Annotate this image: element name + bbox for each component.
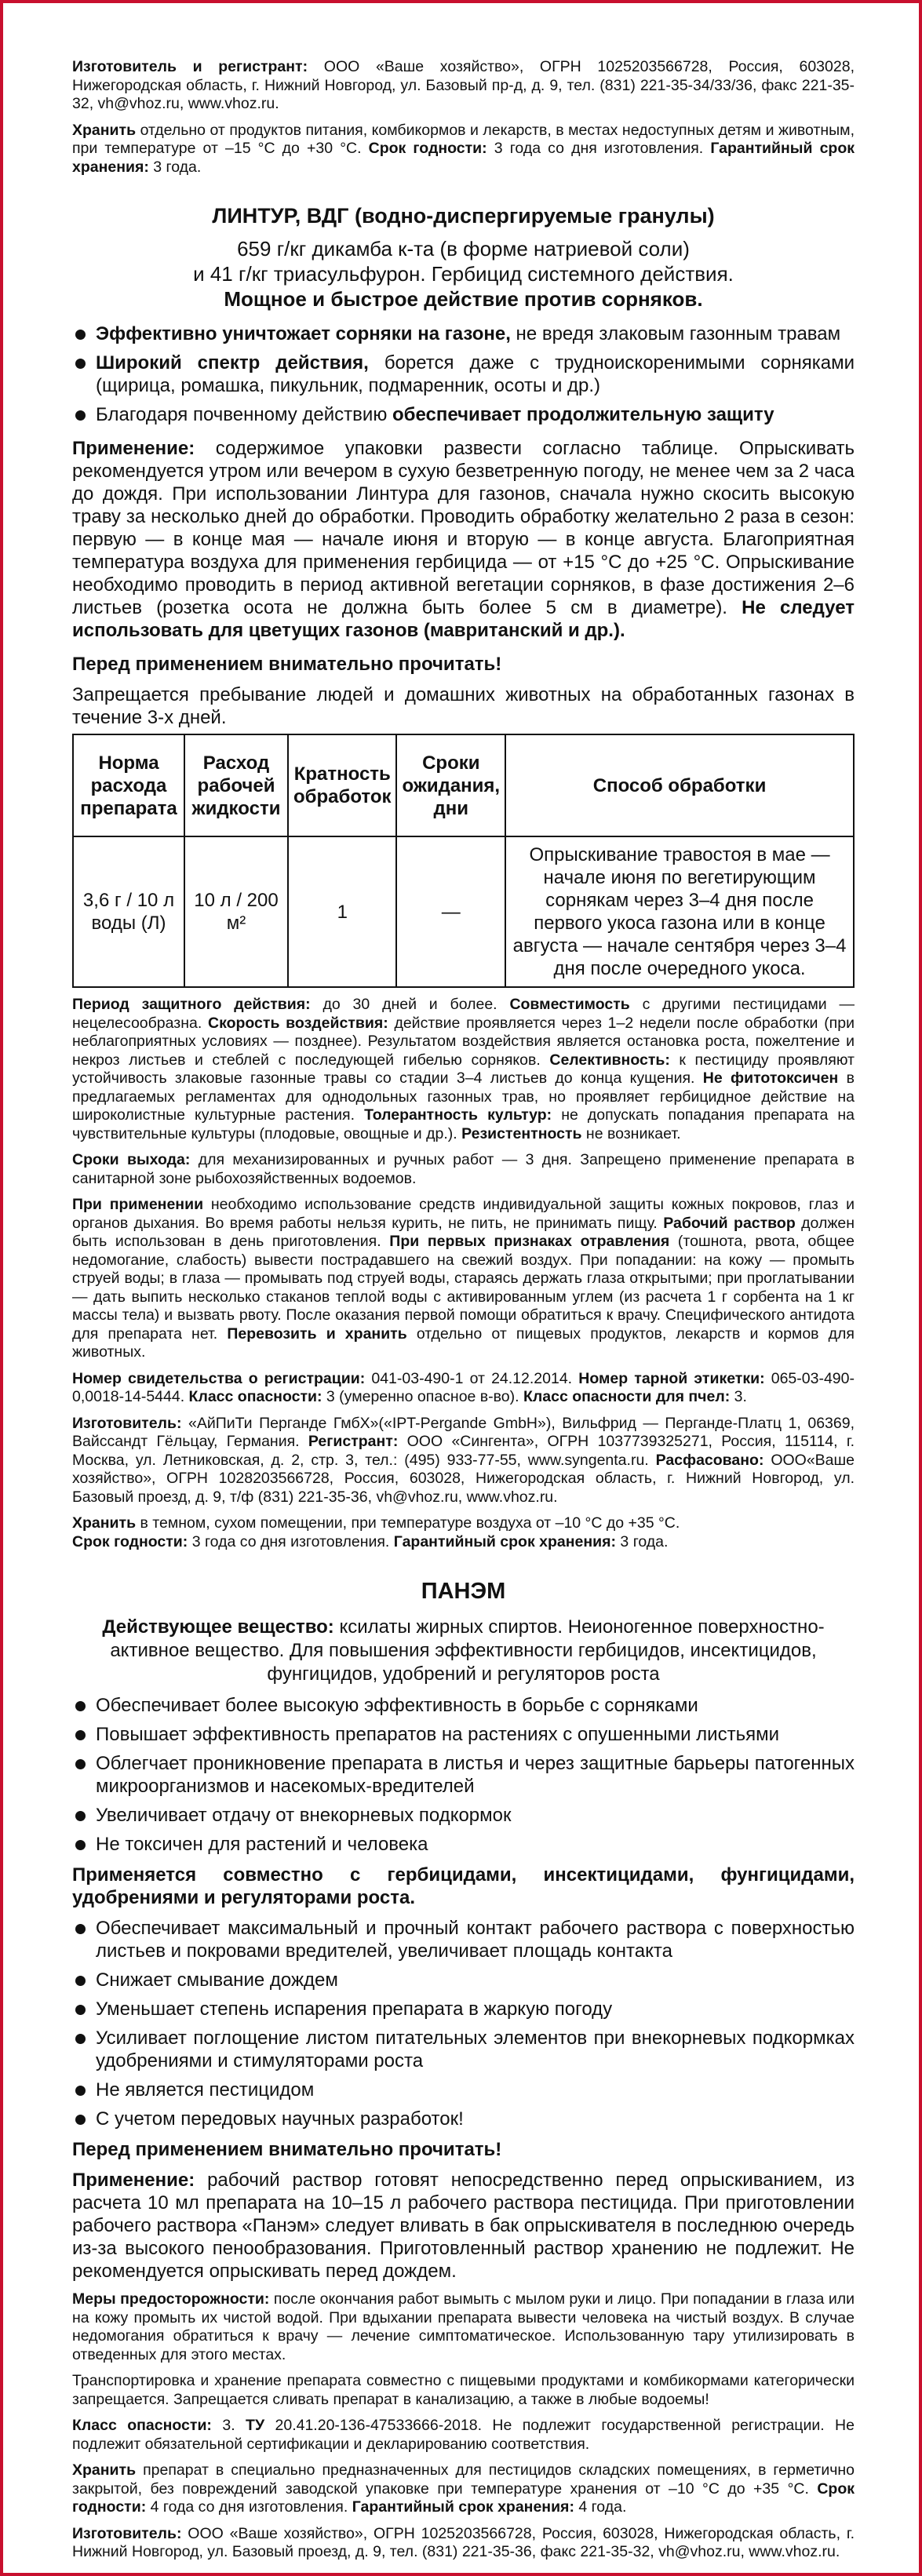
dosage-cell-waiting: — <box>396 836 505 987</box>
panem-bullets-1 <box>72 1694 855 1856</box>
top-storage: Хранить отдельно от продуктов питания, комбикормов и лекарств, в местах недоступных детям и животным, при температуре от –15 °С до +30 °С. Срок годности: 3 года со дня изготовления. Гарантийный срок хранения: 3 года. <box>72 121 855 176</box>
dosage-header-method: Способ обработки <box>505 734 854 836</box>
dosage-table-header-row <box>73 734 854 836</box>
dosage-cell-rate: 3,6 г / 10 л воды (Л) <box>73 836 184 987</box>
panem-class: Класс опасности: 3. ТУ 20.41.20-136-47533666-2018. Не подлежит государственной регистрации. Не подлежит обязательной сертификации и декларированию соответствия. <box>72 2417 855 2453</box>
lintur-subtitle-2: и 41 г/кг триасульфурон. Гербицид системного действия. <box>193 262 734 286</box>
panem-storage: Хранить препарат в специально предназначенных для пестицидов складских помещениях, в герметично закрытой, без повреждений заводской упаковке при температуре хранения от –10 °С до +35 °С. Срок годности: 4 года со дня изготовления. Гарантийный срок хранения: 4 года. <box>72 2461 855 2516</box>
list-item: С учетом передовых научных разработок! <box>72 2108 855 2130</box>
dosage-header-multiplicity: Кратность обработок <box>288 734 396 836</box>
list-item: Увеличивает отдачу от внекорневых подкормок <box>72 1804 855 1827</box>
lintur-exit-terms: Сроки выхода: для механизированных и ручных работ — 3 дня. Запрещено применение препарата в санитарной зоне рыбохозяйственных водоемов. <box>72 1151 855 1187</box>
dosage-header-liquid: Расход рабочей жидкости <box>184 734 288 836</box>
lintur-application: Применение: содержимое упаковки развести согласно таблице. Опрыскивать рекомендуется утром или вечером в сухую безветренную погоду, не менее чем за 2 часа до дождя. При использовании Линтура для газонов, сначала нужно скосить высокую траву за несколько дней до обработки. Проводить обработку желательно 2 раза в сезон: первую — в конце мая — начале июня и вторую — в конце августа. Благоприятная температура воздуха для применения гербицида — от +15 °С до +25 °С. Опрыскивание необходимо проводить в период активной вегетации сорняков, в фазе достижения 2–6 листьев (розетка осота не должна быть более 5 см в диаметре). Не следует использовать для цветущих газонов (мавританский и др.). <box>72 438 855 641</box>
table-row <box>73 836 854 987</box>
list-item: Повышает эффективность препаратов на растениях с опушенными листьями <box>72 1723 855 1746</box>
list-item: Облегчает проникновение препарата в листья и через защитные барьеры патогенных микроорганизмов и насекомых-вредителей <box>72 1752 855 1798</box>
panem-read-before: Перед применением внимательно прочитать! <box>72 2139 502 2160</box>
list-item: Уменьшает степень испарения препарата в жаркую погоду <box>72 1998 855 2020</box>
dosage-cell-multiplicity: 1 <box>288 836 396 987</box>
dosage-cell-method: Опрыскивание травостоя в мае — начале июня по вегетирующим сорнякам через 3–4 дня после первого укоса газона или в конце августа — начале сентября через 3–4 дня после очередного укоса. <box>505 836 854 987</box>
lintur-manufacturer: Изготовитель: «АйПиТи Перганде ГмбХ»(«IPT-Pergande GmbH»), Вильфрид — Перганде-Платц 1, 06369, Вайссандт Гёльцау, Германия. Регистрант: ООО «Сингента», ОГРН 1037739325271, Россия, 115114, г. Москва, ул. Летниковская, д. 2, стр. 3, тел.: (495) 933-77-55, www.syngenta.ru. Расфасовано: ООО«Ваше хозяйство», ОГРН 1028203566728, Россия, 603028, Нижегородская область, г. Нижний Новгород, ул. Базовый проезд, д. 9, т/ф (831) 221-35-36, vh@vhoz.ru, www.vhoz.ru. <box>72 1414 855 1506</box>
dosage-header-waiting: Сроки ожидания, дни <box>396 734 505 836</box>
lintur-bullet-effective: Эффективно уничтожает сорняки на газоне, не вредя злаковым газонным травам <box>72 322 855 345</box>
list-item: Не является пестицидом <box>72 2079 855 2101</box>
lintur-details: Период защитного действия: до 30 дней и более. Совместимость с другими пестицидами — нецелесообразна. Скорость воздействия: действие проявляется через 1–2 недели после обработки (при неблагоприятных условиях — позднее). Результатом воздействия является остановка роста, пожелтение и некроз листьев и стеблей с последующей гибелью сорняков. Селективность: к пестициду проявляют устойчивость злаковые газонные травы со стадии 3–4 листьев до конца кущения. Не фитотоксичен в предлагаемых регламентах для однодольных газонных трав, но проявляет гербицидное действие на широколистные культурные растения. Толерантность культур: не допускать попадания препарата на чувствительные культуры (плодовые, овощные и др.). Резистентность не возникает. <box>72 996 855 1142</box>
panem-precautions: Меры предосторожности: после окончания работ вымыть с мылом руки и лицо. При попадании в глаза или на кожу промыть их чистой водой. При вдыхании препарата вывести человека на чистый воздух. В случае недомогания обратиться к врачу — лечение симптоматическое. Использованную тару утилизировать в отведенных для этого местах. <box>72 2290 855 2363</box>
panem-subtitle: Действующее вещество: ксилаты жирных спиртов. Неионогенное поверхностно-активное вещество. Для повышения эффективности гербицидов, инсектицидов, фунгицидов, удобрений и регуляторов роста <box>102 1616 825 1685</box>
lintur-certificate: Номер свидетельства о регистрации: 041-03-490-1 от 24.12.2014. Номер тарной этикетки: 065-03-490-0,0018-14-5444. Класс опасности: 3 (умеренно опасное в-во). Класс опасности для пчел: 3. <box>72 1369 855 1405</box>
lintur-title: ЛИНТУР, ВДГ (водно-диспергируемые гранулы) <box>212 204 715 228</box>
panem-manufacturer: Изготовитель: ООО «Ваше хозяйство», ОГРН 1025203566728, Россия, 603028, Нижегородская область, г. Нижний Новгород, ул. Базовый проезд, д. 9, тел. (831) 221-35-36, факс 221-35-32, vh@vhoz.ru, www.vhoz.ru. <box>72 2524 855 2560</box>
top-manufacturer: Изготовитель и регистрант: ООО «Ваше хозяйство», ОГРН 1025203566728, Россия, 603028, Нижегородская область, г. Нижний Новгород, ул. Базовый пр-д, д. 9, тел. (831) 221-35-34/33/36, факс 221-35-32, vh@vhoz.ru, www.vhoz.ru. <box>72 58 855 112</box>
lintur-safety: При применении необходимо использование средств индивидуальной защиты кожных покровов, глаз и органов дыхания. Во время работы нельзя курить, не пить, не принимать пищу. Рабочий раствор должен быть использован в день приготовления. При первых признаках отравления (тошнота, рвота, общее недомогание, слабость) вывести пострадавшего на свежий воздух. При попадании: на кожу — промыть струей воды; в глаза — промывать под струей воды, стараясь держать глаза открытыми; при проглатывании — дать выпить несколько стаканов теплой воды с активированным углем (из расчета 1 г сорбента на 1 кг массы тела) и вызвать рвоту. После оказания первой помощи обратиться к врачу. Специфического антидота для препарата нет. Перевозить и хранить отдельно от пищевых продуктов, лекарств и кормов для животных. <box>72 1196 855 1361</box>
lintur-subtitle-3: Мощное и быстрое действие против сорняков. <box>224 287 703 311</box>
list-item: Снижает смывание дождем <box>72 1969 855 1991</box>
panem-transport: Транспортировка и хранение препарата совместно с пищевыми продуктами и комбикормами категорически запрещается. Запрещается сливать препарат в канализацию, а также в любые водоемы! <box>72 2372 855 2408</box>
list-item: Усиливает поглощение листом питательных элементов при внекорневых подкормках удобрениями и стимуляторами роста <box>72 2027 855 2072</box>
panem-bullets-2 <box>72 1917 855 2130</box>
lintur-subtitle-1: 659 г/кг дикамба к-та (в форме натриевой соли) <box>237 237 690 261</box>
lintur-bullet-spectrum: Широкий спектр действия, борется даже с трудноискоренимыми сорняками (щирица, ромашка, пикульник, подмаренник, осоты и др.) <box>72 352 855 397</box>
list-item: Не токсичен для растений и человека <box>72 1833 855 1856</box>
panem-combined: Применяется совместно с гербицидами, инсектицидами, фунгицидами, удобрениями и регуляторами роста. <box>72 1864 855 1908</box>
dosage-table <box>72 734 855 988</box>
lintur-bullet-protection: Благодаря почвенному действию обеспечивает продолжительную защиту <box>72 403 855 426</box>
dosage-cell-liquid: 10 л / 200 м² <box>184 836 288 987</box>
lintur-storage: Хранить в темном, сухом помещении, при температуре воздуха от –10 °С до +35 °С. Срок годности: 3 года со дня изготовления. Гарантийный срок хранения: 3 года. <box>72 1514 680 1550</box>
lintur-prohibited: Запрещается пребывание людей и домашних животных на обработанных газонах в течение 3-х дней. <box>72 684 855 728</box>
dosage-header-rate: Норма расхода препарата <box>73 734 184 836</box>
lintur-read-before: Перед применением внимательно прочитать! <box>72 654 502 675</box>
panem-title: ПАНЭМ <box>421 1579 506 1604</box>
panem-application: Применение: рабочий раствор готовят непосредственно перед опрыскиванием, из расчета 10 мл препарата на 10–15 л рабочего раствора пестицида. При приготовлении рабочего раствора «Панэм» следует вливать в бак опрыскивателя в последнюю очередь из-за высокого пенообразования. Приготовленный раствор хранению не подлежит. Не рекомендуется опрыскивать перед дождем. <box>72 2170 855 2282</box>
list-item: Обеспечивает максимальный и прочный контакт рабочего раствора с поверхностью листьев и покровами вредителей, увеличивает площадь контакта <box>72 1917 855 1962</box>
lintur-bullets <box>72 322 855 426</box>
list-item: Обеспечивает более высокую эффективность в борьбе с сорняками <box>72 1694 855 1717</box>
